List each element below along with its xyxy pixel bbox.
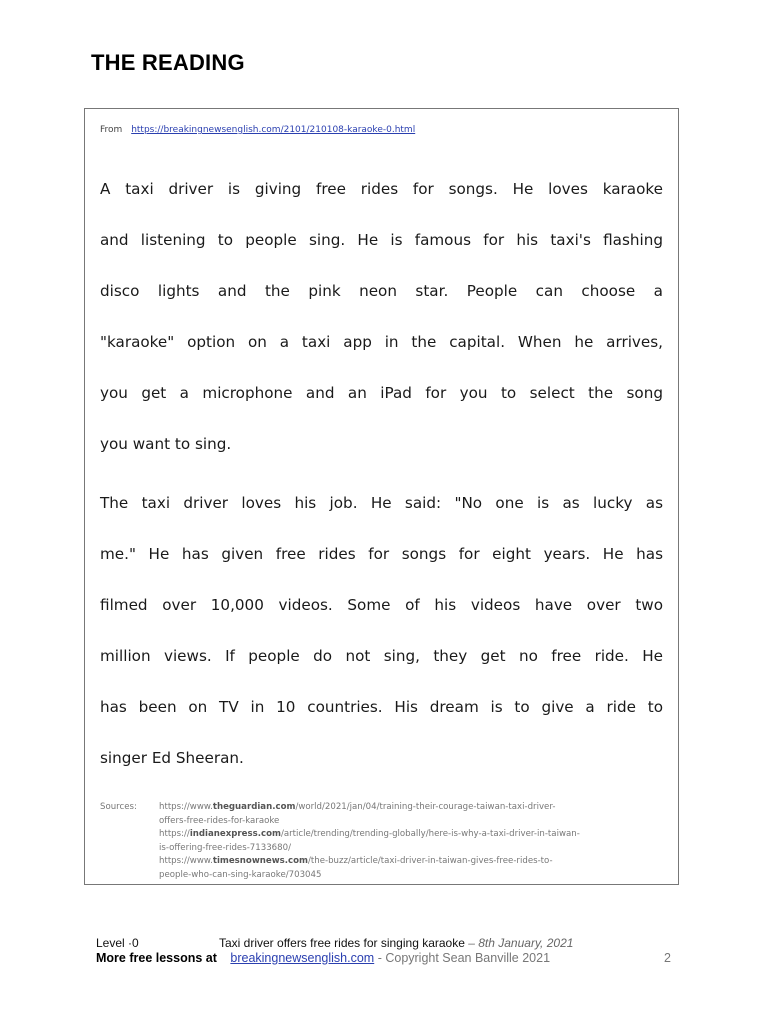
- source-url[interactable]: https://indianexpress.com/article/trending/trending-globally/here-is-why-a-taxi-driver-in-taiwan-: [159, 829, 580, 839]
- copyright: - Copyright Sean Banville 2021: [377, 951, 551, 965]
- lesson-date: – 8th January, 2021: [468, 936, 574, 950]
- paragraph-line: million views. If people do not sing, they get no free ride. He: [100, 647, 663, 665]
- page-heading: THE READING: [91, 50, 245, 75]
- footer-more: [96, 951, 550, 965]
- paragraph-line: you want to sing.: [100, 435, 232, 453]
- reading-box: [84, 108, 679, 885]
- source-url-cont: offers-free-rides-for-karaoke: [159, 815, 280, 826]
- paragraph-line: A taxi driver is giving free rides for songs. He loves karaoke: [100, 180, 663, 198]
- source-url-cont: people-who-can-sing-karaoke/703045: [159, 869, 322, 880]
- source-url-cont: is-offering-free-rides-7133680/: [159, 842, 291, 853]
- paragraph-line: filmed over 10,000 videos. Some of his videos have over two: [100, 596, 663, 614]
- paragraph-line: has been on TV in 10 countries. His dream is to give a ride to: [100, 698, 663, 716]
- from-label: From: [100, 125, 123, 135]
- lesson-title: Taxi driver offers free rides for singing karaoke: [219, 936, 465, 950]
- paragraph-line: me." He has given free rides for songs for eight years. He has: [100, 545, 663, 563]
- footer-title: [219, 936, 573, 950]
- source-url[interactable]: https://www.timesnownews.com/the-buzz/article/taxi-driver-in-taiwan-gives-free-rides-to-: [159, 856, 553, 866]
- sources-label: Sources:: [100, 802, 137, 812]
- paragraph-line: and listening to people sing. He is famous for his taxi's flashing: [100, 231, 663, 249]
- paragraph-line: you get a microphone and an iPad for you to select the song: [100, 384, 663, 402]
- source-url[interactable]: https://www.theguardian.com/world/2021/jan/04/training-their-courage-taiwan-taxi-driver-: [159, 802, 556, 812]
- paragraph-line: singer Ed Sheeran.: [100, 749, 244, 767]
- page-number: 2: [664, 951, 671, 965]
- paragraph-line: The taxi driver loves his job. He said: "No one is as lucky as: [100, 494, 663, 512]
- source-link[interactable]: https://breakingnewsenglish.com/2101/210108-karaoke-0.html: [131, 125, 416, 135]
- paragraph-line: disco lights and the pink neon star. People can choose a: [100, 282, 663, 300]
- source-line: [100, 125, 415, 135]
- more-lessons-label: More free lessons at: [96, 951, 217, 965]
- site-link[interactable]: breakingnewsenglish.com: [230, 951, 375, 965]
- level-label: Level ·0: [96, 936, 139, 950]
- paragraph-line: "karaoke" option on a taxi app in the capital. When he arrives,: [100, 333, 663, 351]
